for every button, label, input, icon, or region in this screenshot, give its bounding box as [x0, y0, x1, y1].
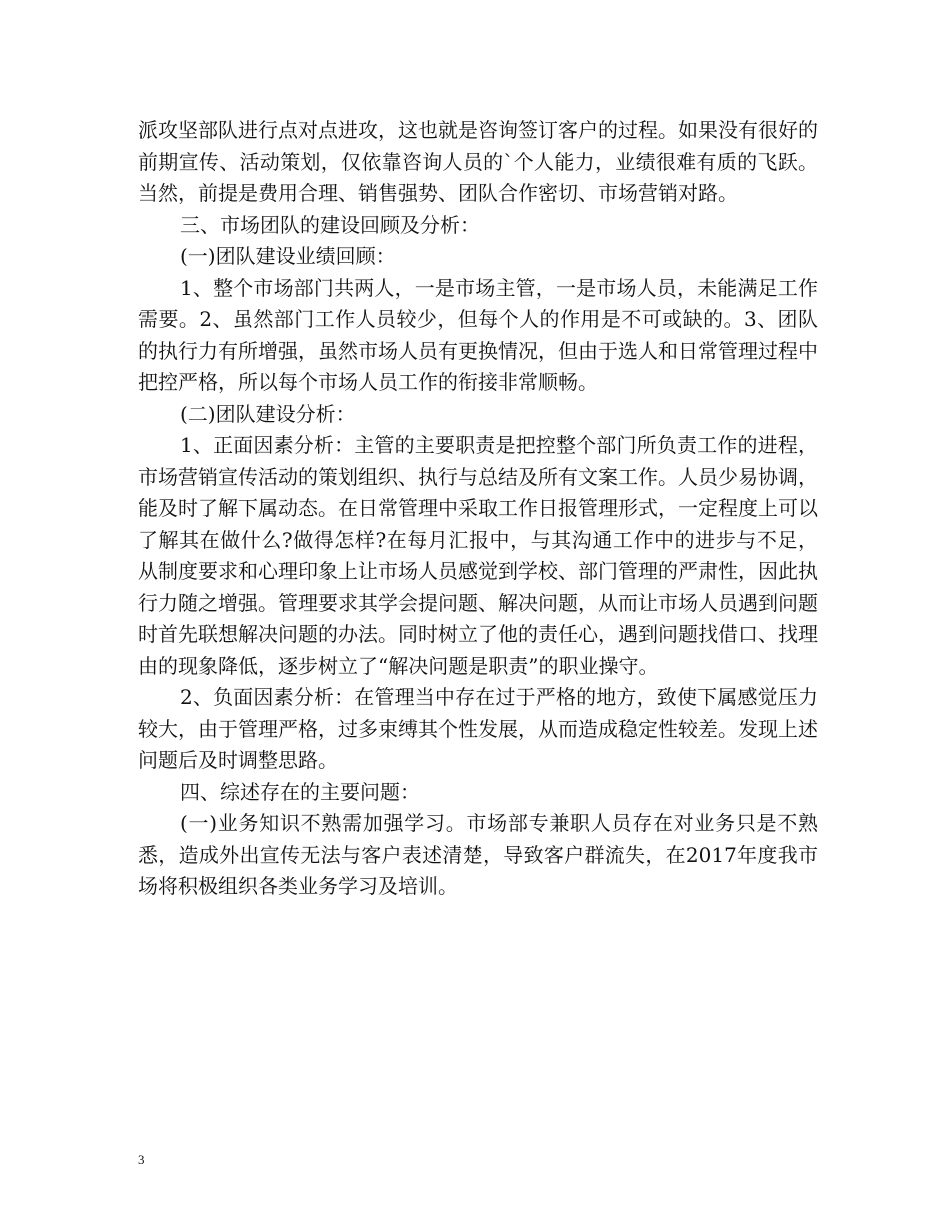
paragraph-1: 派攻坚部队进行点对点进攻，这也就是咨询签订客户的过程。如果没有很好的前期宣传、活动策划，仅依靠咨询人员的`个人能力，业绩很难有质的飞跃。当然，前提是费用合理、销售强势、团队合作密切、市场营销对路。 — [138, 118, 818, 205]
section-heading-4: 四、综述存在的主要问题： — [180, 779, 420, 804]
paragraph-business-knowledge: (一)业务知识不熟需加强学习。市场部专兼职人员存在对业务只是不熟悉，造成外出宣传无法与客户表述清楚，导致客户群流失，在2017年度我市场将积极组织各类业务学习及培训。 — [138, 811, 818, 898]
paragraph-team-review: 1、整个市场部门共两人，一是市场主管，一是市场人员，未能满足工作需要。2、虽然部门工作人员较少，但每个人的作用是不可或缺的。3、团队的执行力有所增强，虽然市场人员有更换情况，但由于选人和日常管理过程中把控严格，所以每个市场人员工作的衔接非常顺畅。 — [138, 275, 818, 394]
page-number: 3 — [138, 1152, 145, 1167]
paragraph-positive-factors: 1、正面因素分析：主管的主要职责是把控整个部门所负责工作的进程，市场营销宣传活动的策划组织、执行与总结及所有文案工作。人员少易协调，能及时了解下属动态。在日常管理中采取工作日报管理形式，一定程度上可以了解其在做什么?做得怎样?在每月汇报中，与其沟通工作中的进步与不足，从制度要求和心理印象上让市场人员感觉到学校、部门管理的严肃性，因此执行力随之增强。管理要求其学会提问题、解决问题，从而让市场人员遇到问题时首先联想解决问题的办法。同时树立了他的责任心，遇到问题找借口、找理由的现象降低，逐步树立了“解决问题是职责”的职业操守。 — [138, 433, 818, 678]
subsection-heading-2: (二)团队建设分析： — [180, 401, 356, 426]
paragraph-negative-factors: 2、负面因素分析：在管理当中存在过于严格的地方，致使下属感觉压力较大，由于管理严格，过多束缚其个性发展，从而造成稳定性较差。发现上述问题后及时调整思路。 — [138, 685, 818, 772]
section-heading-3: 三、市场团队的建设回顾及分析： — [180, 212, 480, 237]
subsection-heading-1: (一)团队建设业绩回顾： — [180, 244, 396, 268]
body-text — [138, 115, 818, 903]
